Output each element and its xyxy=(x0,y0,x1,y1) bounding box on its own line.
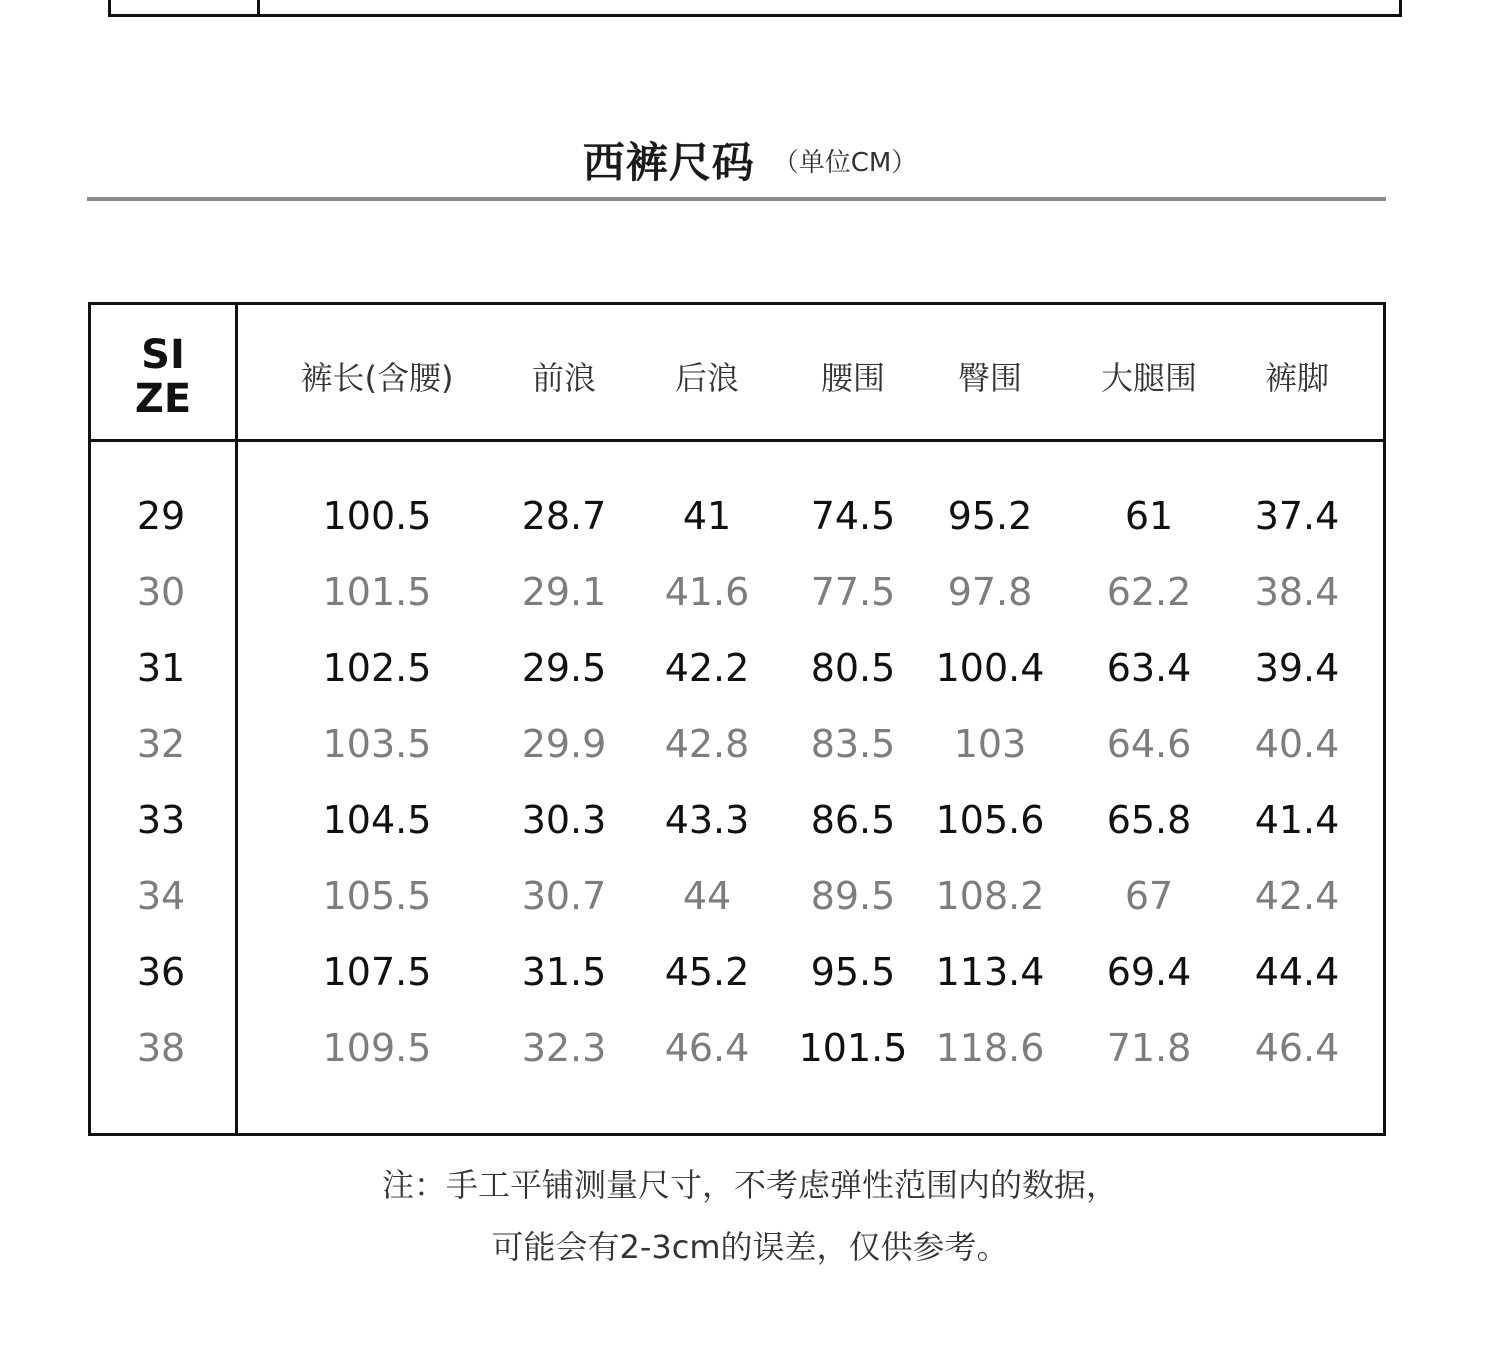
table-cell: 61 xyxy=(1124,494,1174,538)
column-header: 臀围 xyxy=(957,359,1023,397)
table-cell: 30.3 xyxy=(521,798,607,842)
table-cell: 113.4 xyxy=(935,950,1045,994)
table-cell: 42.4 xyxy=(1254,874,1340,918)
table-cell: 31.5 xyxy=(521,950,607,994)
column-header: 腰围 xyxy=(820,359,886,397)
chart-title xyxy=(0,130,1500,190)
table-cell: 63.4 xyxy=(1106,646,1192,690)
previous-table-bottom xyxy=(108,0,1402,17)
table-cell: 41.6 xyxy=(664,570,750,614)
column-header: 裤长(含腰) xyxy=(300,359,454,397)
table-cell: 62.2 xyxy=(1106,570,1192,614)
previous-table-divider xyxy=(257,0,260,14)
table-cell: 30.7 xyxy=(521,874,607,918)
size-header xyxy=(91,333,235,421)
table-cell: 107.5 xyxy=(322,950,432,994)
table-cell: 46.4 xyxy=(664,1026,750,1070)
table-cell: 108.2 xyxy=(935,874,1045,918)
note-line-1: 注：手工平铺测量尺寸，不考虑弹性范围内的数据， xyxy=(381,1166,1118,1204)
table-cell: 105.5 xyxy=(322,874,432,918)
table-cell: 109.5 xyxy=(322,1026,432,1070)
table-cell: 37.4 xyxy=(1254,494,1340,538)
size-cell: 30 xyxy=(136,570,186,614)
title-underline xyxy=(87,197,1386,201)
column-header: 裤脚 xyxy=(1264,359,1330,397)
table-cell: 39.4 xyxy=(1254,646,1340,690)
table-cell: 74.5 xyxy=(810,494,896,538)
table-cell: 103.5 xyxy=(322,722,432,766)
size-cell: 32 xyxy=(136,722,186,766)
column-header: 大腿围 xyxy=(1100,359,1198,397)
table-cell: 89.5 xyxy=(810,874,896,918)
title-main: 西裤尺码 xyxy=(582,138,755,187)
table-cell: 71.8 xyxy=(1106,1026,1192,1070)
table-cell: 83.5 xyxy=(810,722,896,766)
table-cell: 95.5 xyxy=(810,950,896,994)
size-header-line2: ZE xyxy=(134,376,192,422)
table-cell: 80.5 xyxy=(810,646,896,690)
size-cell: 34 xyxy=(136,874,186,918)
table-cell: 67 xyxy=(1124,874,1174,918)
note-line-2: 可能会有2-3cm的误差，仅供参考。 xyxy=(491,1228,1009,1266)
table-cell: 38.4 xyxy=(1254,570,1340,614)
table-cell: 42.2 xyxy=(664,646,750,690)
table-cell: 64.6 xyxy=(1106,722,1192,766)
size-cell: 38 xyxy=(136,1026,186,1070)
size-cell: 29 xyxy=(136,494,186,538)
table-cell: 102.5 xyxy=(322,646,432,690)
table-cell: 105.6 xyxy=(935,798,1045,842)
table-cell: 101.5 xyxy=(798,1026,908,1070)
table-cell: 29.1 xyxy=(521,570,607,614)
title-unit: （单位CM） xyxy=(772,147,918,178)
table-cell: 103 xyxy=(953,722,1027,766)
size-column-divider xyxy=(235,305,238,1133)
size-cell: 31 xyxy=(136,646,186,690)
table-cell: 41 xyxy=(682,494,732,538)
table-cell: 44.4 xyxy=(1254,950,1340,994)
size-header-line1: SI xyxy=(141,332,185,378)
table-cell: 42.8 xyxy=(664,722,750,766)
table-cell: 29.9 xyxy=(521,722,607,766)
table-cell: 101.5 xyxy=(322,570,432,614)
table-cell: 40.4 xyxy=(1254,722,1340,766)
table-cell: 104.5 xyxy=(322,798,432,842)
table-cell: 43.3 xyxy=(664,798,750,842)
table-cell: 28.7 xyxy=(521,494,607,538)
size-cell: 36 xyxy=(136,950,186,994)
table-cell: 100.4 xyxy=(935,646,1045,690)
table-cell: 32.3 xyxy=(521,1026,607,1070)
table-cell: 46.4 xyxy=(1254,1026,1340,1070)
table-cell: 86.5 xyxy=(810,798,896,842)
table-cell: 44 xyxy=(682,874,732,918)
table-cell: 77.5 xyxy=(810,570,896,614)
header-row-divider xyxy=(91,439,1383,442)
table-cell: 29.5 xyxy=(521,646,607,690)
column-header: 前浪 xyxy=(531,359,597,397)
table-cell: 118.6 xyxy=(935,1026,1045,1070)
table-cell: 100.5 xyxy=(322,494,432,538)
table-cell: 45.2 xyxy=(664,950,750,994)
column-header: 后浪 xyxy=(674,359,740,397)
size-table xyxy=(88,302,1386,1136)
table-cell: 95.2 xyxy=(947,494,1033,538)
table-cell: 41.4 xyxy=(1254,798,1340,842)
table-cell: 69.4 xyxy=(1106,950,1192,994)
size-cell: 33 xyxy=(136,798,186,842)
table-cell: 97.8 xyxy=(947,570,1033,614)
table-cell: 65.8 xyxy=(1106,798,1192,842)
